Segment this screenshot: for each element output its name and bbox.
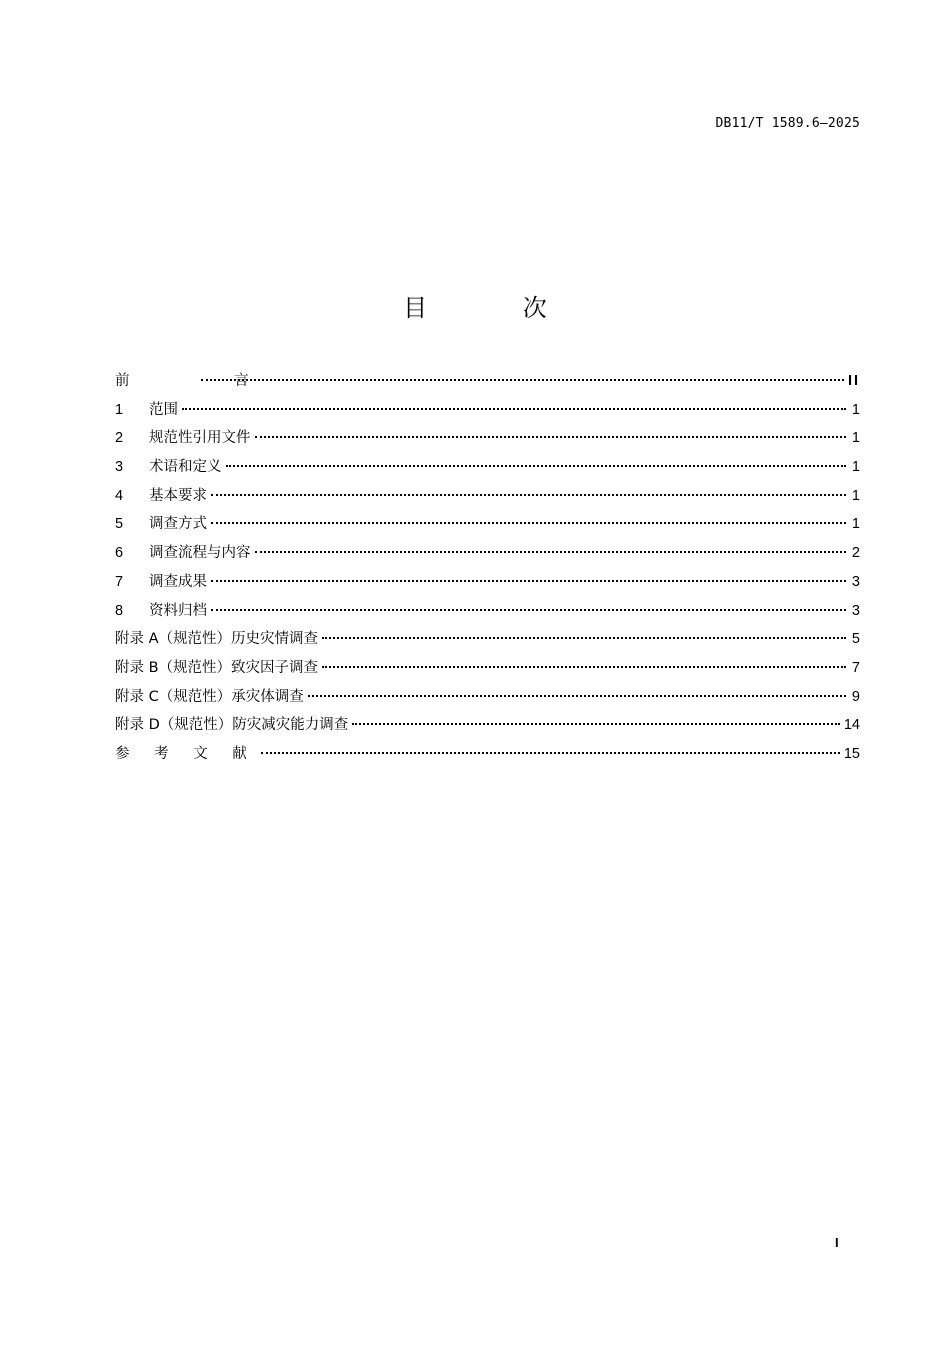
toc-leader-dots: [255, 436, 847, 438]
toc-page-number: 3: [851, 602, 860, 619]
toc-page-number: 2: [851, 545, 860, 562]
toc-leader-dots: [201, 379, 844, 381]
toc-label: 附录 B（规范性）致灾因子调查: [115, 659, 319, 676]
toc-label-text: 前 言: [115, 373, 299, 389]
toc-leader-dots: [211, 494, 846, 496]
toc-entry-appendix-a[interactable]: [115, 627, 860, 656]
toc-section-number: 4: [115, 487, 124, 504]
toc-label: 调查流程与内容: [149, 545, 251, 562]
toc-entry-foreword[interactable]: [115, 369, 860, 398]
toc-label: 调查成果: [149, 573, 207, 590]
toc-entry-appendix-b[interactable]: [115, 656, 860, 685]
toc-leader-dots: [261, 752, 840, 754]
toc-label: 基本要求: [149, 487, 207, 504]
toc-page-number: 1: [851, 459, 860, 476]
toc-label: 附录 D（规范性）防灾减灾能力调查: [115, 717, 349, 734]
toc-entry-appendix-d[interactable]: [115, 713, 860, 742]
toc-section-number: 8: [115, 602, 124, 619]
toc-label: 附录 C（规范性）承灾体调查: [115, 688, 304, 705]
toc-page-number: 3: [851, 573, 860, 590]
toc-page-number: 9: [851, 688, 860, 705]
toc-leader-dots: [308, 695, 846, 697]
toc-entry-2[interactable]: [115, 426, 860, 455]
toc-page-number: 5: [851, 631, 860, 648]
toc-leader-dots: [226, 465, 847, 467]
toc-section-number: 7: [115, 573, 124, 590]
toc-leader-dots: [211, 609, 846, 611]
table-of-contents: [115, 369, 860, 771]
toc-section-number: 5: [115, 516, 124, 533]
toc-label: 资料归档: [149, 602, 207, 619]
toc-entry-8[interactable]: [115, 599, 860, 628]
toc-leader-dots: [352, 723, 840, 725]
toc-label: 附录 A（规范性）历史灾情调查: [115, 631, 319, 648]
toc-leader-dots: [182, 408, 846, 410]
toc-leader-dots: [322, 637, 846, 639]
toc-label: 术语和定义: [149, 459, 222, 476]
page-number: I: [835, 1235, 839, 1250]
toc-entry-1[interactable]: [115, 398, 860, 427]
toc-entry-4[interactable]: [115, 484, 860, 513]
toc-leader-dots: [211, 580, 846, 582]
toc-label-foreword: [115, 369, 299, 393]
toc-page-number: 1: [851, 487, 860, 504]
toc-entry-5[interactable]: [115, 512, 860, 541]
toc-leader-dots: [255, 551, 847, 553]
toc-section-number: 1: [115, 401, 124, 418]
toc-page-number: 1: [851, 401, 860, 418]
toc-leader-dots: [211, 522, 846, 524]
toc-page-number: 1: [851, 516, 860, 533]
toc-section-number: 2: [115, 430, 124, 447]
toc-label: 范围: [149, 401, 178, 418]
toc-leader-dots: [322, 666, 846, 668]
toc-entry-3[interactable]: [115, 455, 860, 484]
toc-page-number: II: [847, 373, 860, 389]
toc-section-number: 6: [115, 545, 124, 562]
toc-entry-appendix-c[interactable]: [115, 685, 860, 714]
toc-section-number: 3: [115, 459, 124, 476]
page-title: 目 次: [403, 294, 591, 322]
toc-page-number: 14: [843, 717, 860, 734]
toc-entry-references[interactable]: [115, 742, 860, 771]
toc-label: 参 考 文 献: [115, 745, 257, 762]
toc-entry-6[interactable]: [115, 541, 860, 570]
toc-label: 规范性引用文件: [149, 430, 251, 447]
toc-page-number: 7: [851, 659, 860, 676]
toc-label: 调查方式: [149, 516, 207, 533]
document-code: DB11/T 1589.6—2025: [715, 116, 860, 131]
toc-page-number: 15: [843, 745, 860, 762]
toc-entry-7[interactable]: [115, 570, 860, 599]
toc-page-number: 1: [851, 430, 860, 447]
